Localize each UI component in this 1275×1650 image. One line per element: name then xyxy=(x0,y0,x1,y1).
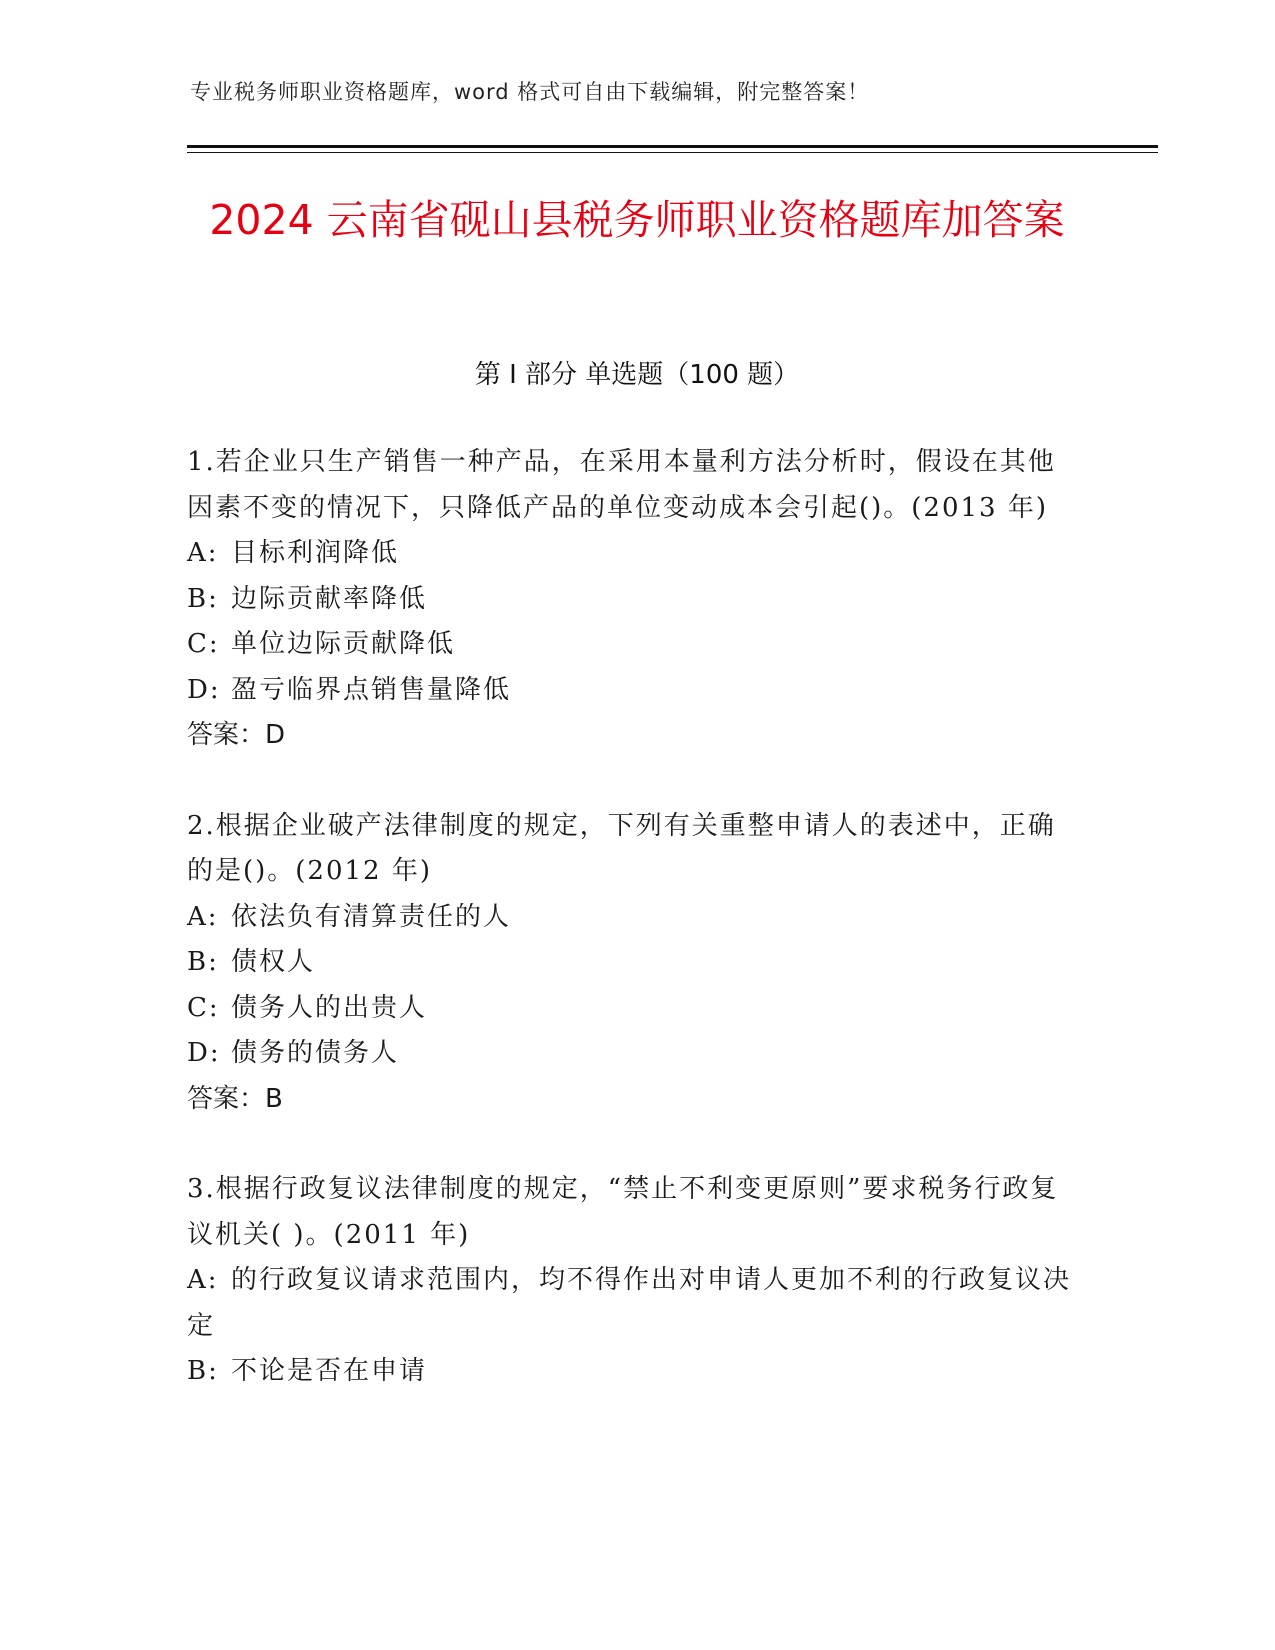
option-key: B: xyxy=(187,947,219,977)
option-key: C: xyxy=(187,629,220,659)
option-a xyxy=(187,895,1077,941)
question-stem: 1.若企业只生产销售一种产品，在采用本量利方法分析时，假设在其他因素不变的情况下，只降低产品的单位变动成本会引起()。(2013 年) xyxy=(187,447,1056,523)
option-key: B: xyxy=(187,583,219,614)
question-list xyxy=(187,440,1077,1395)
option-text: 单位边际贡献降低 xyxy=(231,629,456,659)
header-rule-thin xyxy=(187,152,1158,153)
option-key: D: xyxy=(187,674,221,705)
section-title: 第 I 部分 单选题（100 题） xyxy=(474,360,800,390)
question-3 xyxy=(187,1167,1077,1395)
option-d xyxy=(187,668,1077,714)
document-title: 2024 云南省砚山县税务师职业资格题库加答案 xyxy=(209,196,1065,244)
question-stem: 2.根据企业破产法律制度的规定，下列有关重整申请人的表述中，正确的是()。(2012 年) xyxy=(187,810,1056,886)
answer: 答案：D xyxy=(187,720,286,750)
option-b xyxy=(187,940,1077,986)
option-key: A: xyxy=(187,538,219,568)
option-a xyxy=(187,1258,1077,1349)
option-text: 债权人 xyxy=(231,947,316,977)
option-b xyxy=(187,577,1077,623)
option-text: 的行政复议请求范围内，均不得作出对申请人更加不利的行政复议决定 xyxy=(187,1265,1072,1341)
option-a xyxy=(187,531,1077,577)
option-key: A: xyxy=(187,1265,219,1295)
option-d xyxy=(187,1031,1077,1077)
option-key: B: xyxy=(187,1356,219,1386)
option-key: A: xyxy=(187,901,219,932)
option-text: 边际贡献率降低 xyxy=(231,583,428,614)
option-text: 债务的债务人 xyxy=(231,1038,400,1068)
option-c xyxy=(187,986,1077,1032)
option-text: 依法负有清算责任的人 xyxy=(231,901,512,932)
question-1 xyxy=(187,440,1077,759)
header-note: 专业税务师职业资格题库，word 格式可自由下载编辑，附完整答案！ xyxy=(190,80,870,104)
option-key: D: xyxy=(187,1038,221,1068)
option-text: 盈亏临界点销售量降低 xyxy=(231,674,512,705)
option-b xyxy=(187,1349,1077,1395)
option-key: C: xyxy=(187,992,220,1023)
question-2 xyxy=(187,804,1077,1123)
option-text: 不论是否在申请 xyxy=(231,1356,428,1386)
option-c xyxy=(187,622,1077,668)
option-text: 目标利润降低 xyxy=(231,538,400,568)
option-text: 债务人的出贵人 xyxy=(231,992,428,1023)
question-stem: 3.根据行政复议法律制度的规定，“禁止不利变更原则”要求税务行政复议机关( )。(2011 年) xyxy=(187,1174,1059,1250)
header-rule-thick xyxy=(187,145,1158,148)
answer: 答案：B xyxy=(187,1083,283,1114)
